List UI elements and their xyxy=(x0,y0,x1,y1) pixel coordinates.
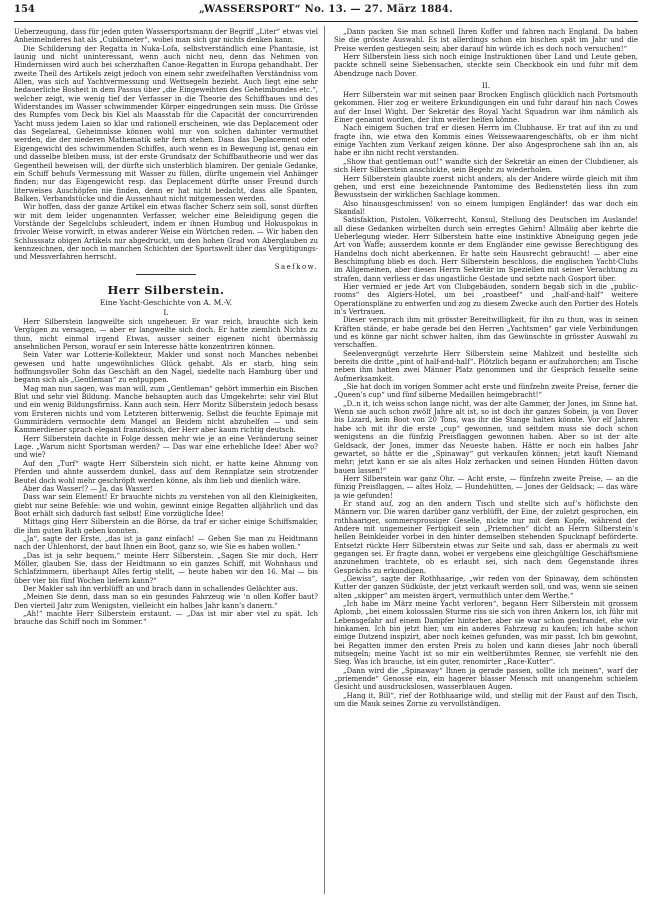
story-subtitle: Eine Yacht-Geschichte von A. M.-V. xyxy=(99,297,233,307)
story-paragraph: Er stand auf, zog an den andern Tisch und stellte sich auf’s höflichste den Männern vor. Die waren darüber ganz verblüfft, der Eine, der zuletzt gesprochen, ein rothhaariger, sommersprossiger Geselle, nickte nur mit dem Kopfe, während der Andere mit ungemeiner Fertigkeit sein „Priemchen“ dicht an Herrn Silberstein’s hellen Beinkleider vorbei in den hinter demselben stehenden Spucknapf beförderte. Entsetzt rückte Herr Silberstein etwas zur Seite und sah, dass er abermals zu weit gegangen sei. Er fragte dann, wobei er vergebens eine gleichgültige Geschäftsmiene anzunehmen trachtete, ob es erlaubt sei, sich nach dem Gegenstande ihres Gesprächs zu erkundigen. xyxy=(334,499,638,575)
story-paragraph: Dass war sein Element! Er brauchte nichts zu verstehen von all den Kleinigkeiten, giebt nur seine Befehle: wie und wohin, gewinnt einige Regatten alljährlich und das Boot erhält sich dadurch fast selbst! Eine vorzügliche Idee! xyxy=(14,493,318,518)
section-number: I. xyxy=(163,307,169,317)
story-paragraph: „Ja“, sagte der Erste, „das ist ja ganz einfach! — Gehen Sie man zu Heidtmann nach der Uhlenhorst, der baut Ihnen ein Boot, ganz so, wie Sie es haben wollen.“ xyxy=(14,534,318,552)
page-header xyxy=(14,4,638,20)
story-paragraph: Hier vermied er jede Art von Clubgebäuden, sondern begab sich in die „public-rooms“ des Algiers-Hotel, um bei „roastbeef“ und „half-and-half“ weitere Operationspläne zu entwerfen und zog zu diesem Zwecke auch den Portier des Hotels in’s Vertrauen. xyxy=(334,282,638,316)
story-paragraph: Aber das Wasser!? — Ja, das Wasser! xyxy=(23,484,154,493)
article-paragraph: Die Schilderung der Regatta in Nuka-Lofa, selbstverständlich eine Phantasie, ist launig und nicht uninteressant, wenn auch nicht neu, denn das Nehmen von Hindernissen wird auch bei scherzhaften Canoe-Regatten in Europa gehandhabt. Der zweite Theil des Artikels zeigt jedoch von einem sehr zweifelhaften Verständniss vom Allen, was sich auf Yachtvermessung und Wettsegeln bezieht. Auch liegt eine sehr hedauerliche Bosheit in dem Passus über „die Eingeweihten des Geheimbundes etc.“, welcher zeigt, wie wenig tief der Verfasser in die Theorie des Schiffbaues und des Widerstandes im Wasser schwimmender Körper eingedrungen sein muss. Die Grösse des Rumpfes vom Deck bis Kiel als Maasstab für die Capacität der concurrirenden Yacht muss jedem Laien so klar und rationell erscheinen, wie das Deplacement oder das Segelareal, Geheimnisse können wohl nur von solchen dahinter vermuthet werden, die der niederen Mathematik sehr fern stehen. Dass das Deplacement oder Eigengewicht des schwimmenden Schiffes, auch wenn es in Bewegung ist, genau ein und dasselbe bleiben muss, ist der erste Grundsatz der Schiffbautheorie und wer das Gegentheil beweisen will, der dürfte sich unsterblich blamiren. Der geniale Gedanke, ein Schiff behufs Vermessung mit Wasser zu füllen, dürfte ungemein viel Anhänger finden; nur das Eigengewicht resp. das Deplacement dürfte unser Freund durch literweises Auschöpfen nie finden, denn er hat nicht bedacht, dass alle Spanten, Balken, Verbandstücke und die Aussenhaut nicht mitgemessen werden. xyxy=(14,44,318,203)
column-divider xyxy=(324,26,325,894)
section-number: II. xyxy=(481,81,491,91)
story-paragraph: „D..n it, ich weiss schon lange nicht, was der alte Gammer, der Jones, im Sinne hat. Wenn sie auch schon zwölf Jahre alt ist, so ist doch ihr ganzes Sobein, ja von Dover bis Lizard, kein Boot von 20 Tons, was ihr die Stange halten könnte. Vor elf Jahren habe ich mit ihr die erste „cup“ gewonnen, und seitdem muss sie doch schon wenigstens an die fünfzig Preisflaggen gewonnen haben. Aber so ist der alte Geldsack, der Jones, immer das Neueste haben. Hätte er noch ein halbes Jahr gewartet, so hätte er die „Spinaway“ gut verkaufen können; jetzt kauft Niemand mehr; jetzt kann er sie als altes Holz zerhacken und seinen Hunden Hütten davon bauen lassen!“ xyxy=(334,399,638,475)
story-paragraph: „Meinen Sie denn, dass man so ein gesundes Fahrzeug wie ’n ollen Koffer baut? Den vierteil Jahr zum Wenigsten, vielleicht ein halbes Jahr kann’s danern.“ xyxy=(14,593,318,610)
story-paragraph: Herr Silberstein war ganz Ohr. — Acht erste, — fünfzehn zweite Preise, — an die fünzig Preisflaggen, — altes Holz, — Hundehütten, — Jones der Geldsack; — das wäre ja wie gefunden! xyxy=(334,474,638,500)
story-paragraph: Herr Silberstein liess sich noch einige Instruktionen über Land und Leute geben, packte schnell seine Siebensachen, steckte sein Checkbook ein und fuhr mit dem Abendzuge nach Dover. xyxy=(334,53,638,78)
story-paragraph: „Dann wird die „Spinaway“ Ihnen ja gerade passen, sollte ich meinen“, warf der „priemende“ Genosse ein, ein hagerer blasser Mensch mit unangenehm schielem Gesicht und ausdruckslosen, wasserblauen Augen. xyxy=(334,666,638,692)
story-paragraph: Nach einigem Suchen traf er diesen Herrn im Clubhause. Er trat auf ihn zu und fragte ihn, wie etwa den Kommis eines Weissewaarengeschäfts, ob er ihm nicht einige Yachten zum Verkauf zeigen könne. Der also Angesprochene sah ihn an, als habe er ihn nicht recht verstanden. xyxy=(334,124,638,158)
story-paragraph: Seelenvergnügt verzehrte Herr Silberstein seine Mahlzeit und bestellte sich bereits die dritte „pint of half-and-half“. Plötzlich begann er aufzuhorchen; am Tische neben ihm hatten zwei Männer Platz genommen und ihr Gespräch fesselte seine Aufmerksamkeit. xyxy=(334,349,638,383)
story-paragraph: „Hang it, Bill“, rief der Rothhaarige wild, und stellig mit der Faust auf den Tisch, um die Mauk seines Zorne zu vervollständigen. xyxy=(334,691,638,709)
left-column xyxy=(14,28,318,894)
story-title: Herr Silberstein. xyxy=(107,282,225,297)
story-paragraph: Herr Silberstein dachte in Folge dessen mehr wie je an eine Veränderung seiner Lage. „Warum nicht Sportsman werden? — Das war eine erhebliche Idee! Aber wo? und wie? xyxy=(14,434,318,460)
story-paragraph: „Ich habe im März meine Yacht verloren“, begann Herr Silberstein mit grossem Aplomb, „bei einem kolossalen Sturme riss sie sich von ihren Ankern los, ich führ mit Lebensgefahr auf einem Dampfer hinterher, aber sie war schon gestrandet, ehe wir hinkamen. Ich bin jetzt hier, um ein anderes Fahrzeug zu kaufen; ich habe schon einige Dutzend inspizirt, aber noch keines gefunden, was mir passt. Ich bin gewohnt, bei Regatten immer den ersten Preis zu holen und kann dieses Jahr noch überall mitsegeln; meine Yacht ist so mir ein weltberühmtes Renner, sie verfehlt nie den Sieg. Was ich brauche, ist ein guter, renomirter „Race-Kutter“. xyxy=(334,600,638,667)
story-paragraph: „Das ist ja sehr bequem,“ meinte Herr Silberstein. „Sagen Sie mir doch, Herr Möller, glauben Sie, dass der Heidtmann so ein ganzes Schiff, mit Wohnhaus und Schlafzimmern, überhaupt Alles fertig stellt, — heute haben wir den 16. Mai — bis über vier bis fünf Wochen liefern kann?“ xyxy=(14,551,318,585)
story-paragraph: Herr Silberstein war mit seinen paar Brocken Englisch glücklich nach Portsmouth gekommen. Hier zog er weitere Erkundigungen ein und fuhr darauf hin nach Cowes auf der Insel Wight. Der Sekretär des Royal Yacht Squadron war ihm nämlich als Einer genannt worden, der ihm weiter helfen könne. xyxy=(334,91,638,125)
story-paragraph: Satisfaktion, Pistolen, Völkerrecht, Konsul, Stellung des Deutschen im Auslande! all diese Gedanken wirbelten durch sein erregtes Gehirn! Allmälig aber kehrte die Ueberlegung wieder. Herr Silberstein hatte eine instinktive Abneigung gegen jede Art von Waffe; ausserdem konnte er dem Engländer eine gewisse Berechtigung des Handelns doch nicht aberkennen. Er hatte sein Hausrecht gebraucht! — aber eine Beschimpfung blieb es doch. Herr Silberstein beschloss, die englischen Yacht-Clubs im Allgemeinen, aber diesen Herrn Sekretär im Speziellen mit seiner Verachtung zu strafen, dann verliess er das ungastliche Gestade und setzte nach Gosport über. xyxy=(334,216,638,283)
story-paragraph: Sein Vater war Lotterie-Kollekteur, Makler und sonst noch Manches nebenbei gewesen und hatte ungewöhnliches Glück gehabt. Als er starb, hing sein hoffnungsvoller Sohn das Geschäft an den Nagel, siedelte nach Hamburg über und begann sich als „Gentleman“ zu entpuppen. xyxy=(14,351,318,385)
running-title: „WASSERSPORT“ No. 13. — 27. März 1884. xyxy=(199,4,453,15)
story-paragraph: „Ah!“ machte Herr Silberstein erstaunt. — „Das ist mir aber viel zu spät. Ich brauche das Schiff noch im Sommer.“ xyxy=(14,610,318,627)
article-signature: Saefkow. xyxy=(274,262,318,271)
article-paragraph: Wir hoffen, dass der ganze Artikel ein etwas flacher Scherz sein soll, sonst dürften wir mit dem leider ungenannten Verfasser, welcher eine Beleidigung gegen die Vorstände der Segelclubs schleudert, indem er ihnen Humbug und Hokuspokus in frivoler Weise vorwirft, in etwas anderer Weise ein Wörtchen reden. — Wir haben den Schlusssatz obigen Artikels nur abgedruckt, um den hohen Grad von Aberglauben zu kennzeichnen, der noch in manchen Schichten der Sportswelt über das Vergütigungs- und Messverfahren herrscht. xyxy=(14,203,318,262)
section-rule xyxy=(136,274,196,275)
header-rule xyxy=(14,21,638,22)
story-paragraph: Der Makler sah ihn verblüfft an und brach dann in schallendes Gelächter aus. xyxy=(23,584,298,593)
story-paragraph: Herr Silberstein langweilte sich ungeheuer. Er war reich, brauchte sich kein Vergügen zu versagen, — aber er langweilte sich doch. Er hatte ziemlich Nichts zu thun, nicht einmal irgend Etwas, ausser seiner eigenen nicht übermässig ansehnlichen Person, worauf er sein Interesse hätte konzentriren können. xyxy=(14,317,318,351)
story-paragraph: „Show that gentleman out!“ wandte sich der Sekretär an einen der Clubdiener, als sich Herr Silberstein anschickte, sein Begehr zu wiederholen. xyxy=(334,157,638,175)
story-paragraph: Mittags ging Herr Silberstein an die Börse, da traf er sicher einige Schiffsmakler, die ihm guten Rath geben konnten. xyxy=(14,518,318,535)
story-paragraph: Auf den „Turf“ wagte Herr Silberstein sich nicht, er hatte keine Ahnung von Pferden und ahnte ausserdem dunkel, dass auf dem Rennplatze sein strotzender Beutel doch wohl mehr geschröpft werden könne, als ihm lieb und dienlich wäre. xyxy=(14,459,318,485)
story-paragraph: „Gewiss“, sagte der Rothhaarige, „wir reden von der Spinaway, dem schönsten Kutter der ganzen Südküste, der jetzt verkauft werden soll, und was, wenn sie seinen alten „skipper“ am meisten ärgert, vermuthlich unter dem Werthe.“ xyxy=(334,575,638,600)
story-paragraph: „Sie hat doch im vorigen Sommer acht erste und fünfzehn zweite Preise, ferner die „Queen’s cup“ und fünf silberne Medaillen heimgebracht!“ xyxy=(334,383,638,400)
story-paragraph: Dieser versprach ihm mit grösster Bereitwilligkeit, für ihn zu thun, was in seinen Kräften stände, er habe gerade bei den Herren „Yachtsmen“ gar viele Verbindungen und es könne gar nicht schwer halten, ihm das Gewünschte in grösster Auswahl zu verschaffen. xyxy=(334,316,638,350)
story-paragraph: Also hinausgeschmissen! von so einem lumpigen Engländer! das war doch ein Skandal! xyxy=(334,199,638,216)
story-paragraph: Herr Silberstein glaubte zuerst nicht anders, als der Andere würde gleich mit ihm gehen, und erst eine bezeichnende Pantomime des Bedienstetén liess ihn zum Bewusstsein der wirklichen Sachlage kommen. xyxy=(334,174,638,200)
article-paragraph: Ueberzeugung, dass für jeden guten Wassersportsmann der Begriff „Liter“ etwas viel Anheimelnderes hat als „Cubikmeter“, wobei man sich gar nichts denken kann. xyxy=(14,28,318,45)
story-paragraph: Mag man nun sagen, was man will, zum „Gentleman“ gehört immerhin ein Bischen Blut und sehr viel Bildung. Manche behaupten auch das Umgekehrte: sehr viel Blut und ein wenig Bildungsfirniss. Kann auch sein. Herr Moritz Silberstein jedoch besass vom Ersteren nichts und vom Letzteren bitterwenig. Selbst die feuchte Epimaje mit Gummirädern vermochte dem Mangel an Beidem nicht abzuhelfen — und sein Kammerdiener sprach elegant französisch, der Herr aber kaum richtig deutsch. xyxy=(14,384,318,435)
right-column xyxy=(334,28,638,894)
story-paragraph: „Dann packen Sie man schnell Ihren Koffer und fahren nach England. Da haben Sie die grösste Auswahl. Es ist allerdings schon ein bischen spät im Jahr und die Preise werden gestiegen sein; aber darauf hin würde ich es doch noch versuchen!“ xyxy=(334,28,638,53)
page-number: 154 xyxy=(14,4,35,15)
